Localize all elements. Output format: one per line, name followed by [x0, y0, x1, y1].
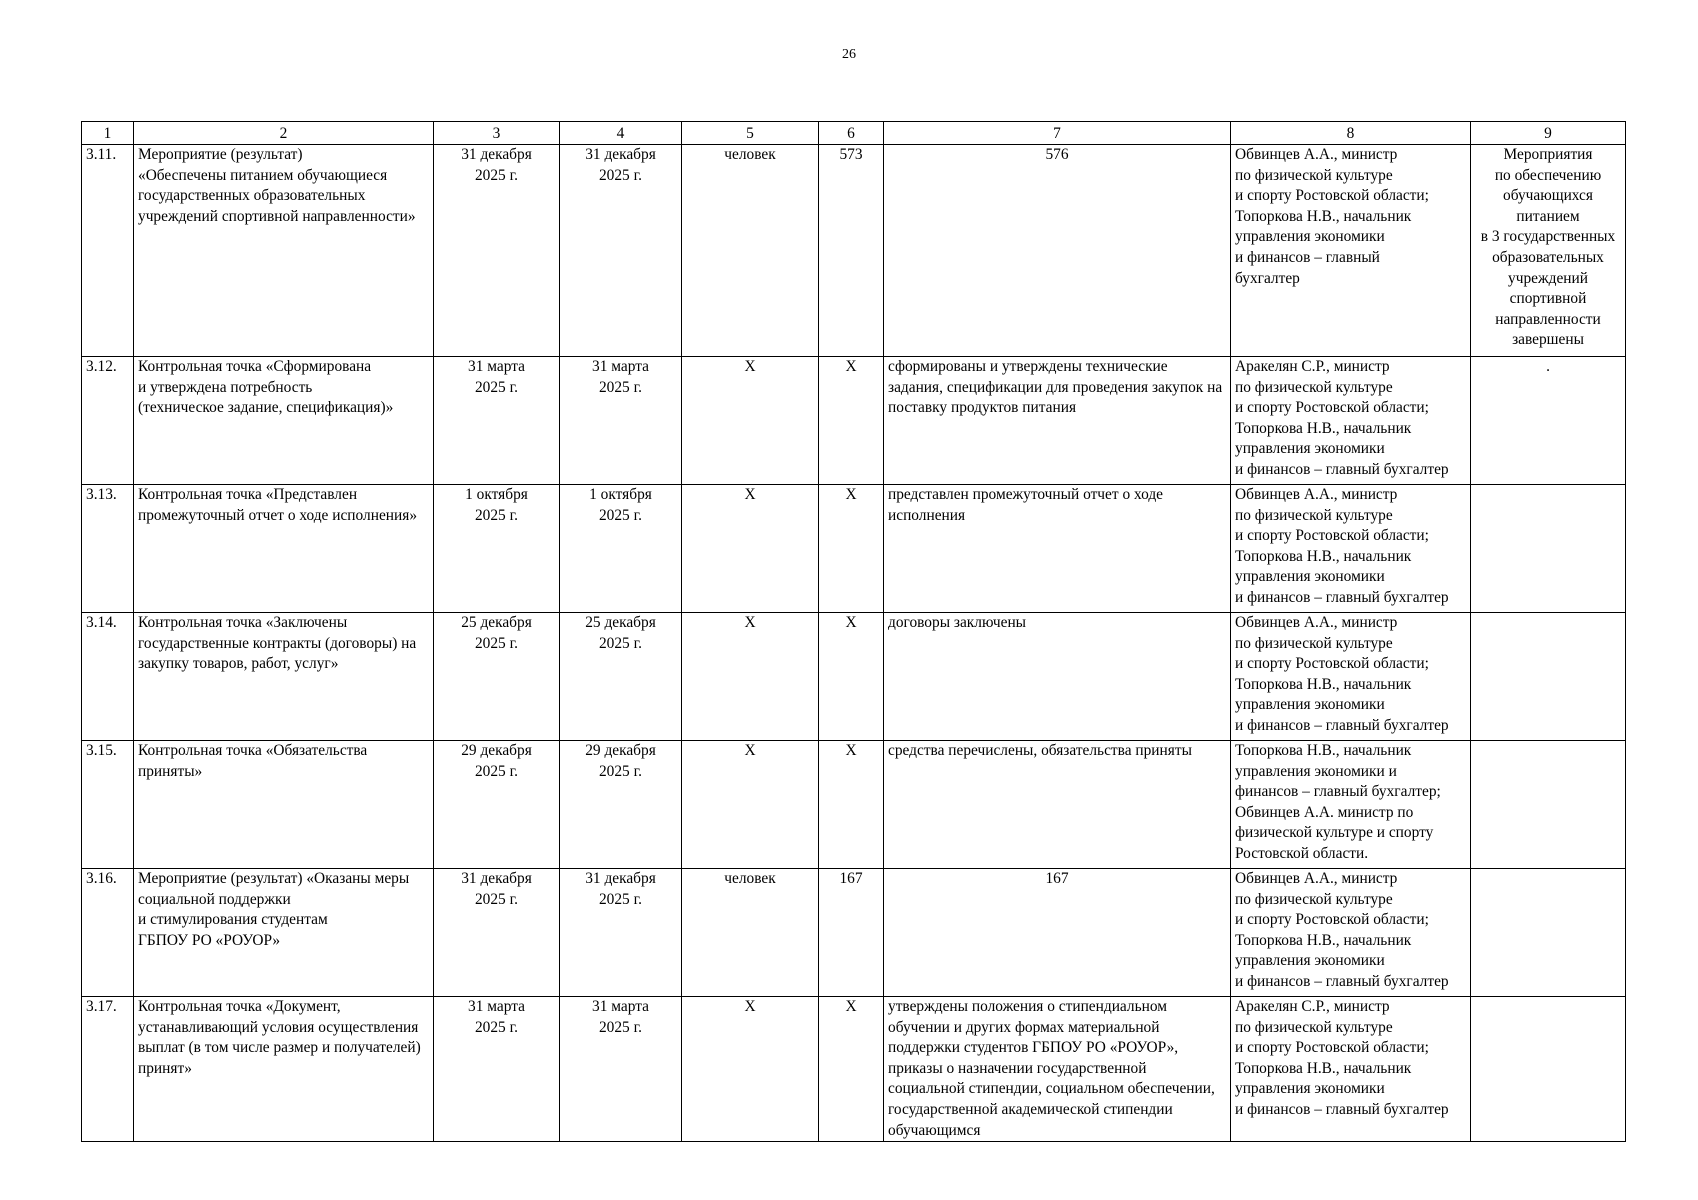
fact-value: договоры заключены — [884, 613, 1231, 741]
fact-value: 576 — [884, 145, 1231, 357]
date-fact: 31 декабря 2025 г. — [560, 869, 682, 997]
date-fact: 1 октября 2025 г. — [560, 485, 682, 613]
responsible: Обвинцев А.А., министр по физической культуре и спорту Ростовской области; Топоркова Н.В., начальник управления экономики и финансов – главный бухгалтер — [1231, 485, 1471, 613]
responsible: Обвинцев А.А., министр по физической культуре и спорту Ростовской области; Топоркова Н.В., начальник управления экономики и финансов – главный бухгалтер — [1231, 145, 1471, 357]
item-name: Контрольная точка «Заключены государственные контракты (договоры) на закупку товаров, работ, услуг» — [134, 613, 434, 741]
date-fact: 31 декабря 2025 г. — [560, 145, 682, 357]
column-number: 5 — [682, 122, 819, 145]
table-row — [82, 485, 1626, 613]
date-fact: 29 декабря 2025 г. — [560, 741, 682, 869]
row-number: 3.14. — [82, 613, 134, 741]
row-number: 3.16. — [82, 869, 134, 997]
unit: человек — [682, 145, 819, 357]
date-plan: 31 марта 2025 г. — [434, 997, 560, 1142]
table-row — [82, 741, 1626, 869]
row-number: 3.17. — [82, 997, 134, 1142]
fact-value: средства перечислены, обязательства приняты — [884, 741, 1231, 869]
report-table — [81, 121, 1626, 1142]
unit: человек — [682, 869, 819, 997]
plan-value: Х — [819, 357, 884, 485]
table-row — [82, 145, 1626, 357]
plan-value: Х — [819, 613, 884, 741]
fact-value: представлен промежуточный отчет о ходе исполнения — [884, 485, 1231, 613]
fact-value: 167 — [884, 869, 1231, 997]
item-name: Контрольная точка «Документ, устанавливающий условия осуществления выплат (в том числе размер и получателей) принят» — [134, 997, 434, 1142]
unit: Х — [682, 741, 819, 869]
plan-value: 573 — [819, 145, 884, 357]
column-number: 7 — [884, 122, 1231, 145]
unit: Х — [682, 485, 819, 613]
date-plan: 31 декабря 2025 г. — [434, 145, 560, 357]
date-plan: 31 декабря 2025 г. — [434, 869, 560, 997]
page-number: 26 — [842, 47, 856, 62]
note — [1471, 485, 1626, 613]
row-number: 3.15. — [82, 741, 134, 869]
plan-value: Х — [819, 741, 884, 869]
date-fact: 31 марта 2025 г. — [560, 357, 682, 485]
column-number: 1 — [82, 122, 134, 145]
date-plan: 31 марта 2025 г. — [434, 357, 560, 485]
date-plan: 29 декабря 2025 г. — [434, 741, 560, 869]
plan-value: Х — [819, 485, 884, 613]
responsible: Обвинцев А.А., министр по физической культуре и спорту Ростовской области; Топоркова Н.В., начальник управления экономики и финансов – главный бухгалтер — [1231, 613, 1471, 741]
column-number: 9 — [1471, 122, 1626, 145]
table-row — [82, 357, 1626, 485]
date-fact: 25 декабря 2025 г. — [560, 613, 682, 741]
item-name: Мероприятие (результат) «Оказаны меры социальной поддержки и стимулирования студентам ГБПОУ РО «РОУОР» — [134, 869, 434, 997]
row-number: 3.12. — [82, 357, 134, 485]
table-row — [82, 869, 1626, 997]
plan-value: Х — [819, 997, 884, 1142]
note — [1471, 741, 1626, 869]
column-number: 3 — [434, 122, 560, 145]
note: Мероприятия по обеспечению обучающихся питанием в 3 государственных образовательных учреждений спортивной направленности завершены — [1471, 145, 1626, 357]
responsible: Аракелян С.Р., министр по физической культуре и спорту Ростовской области; Топоркова Н.В., начальник управления экономики и финансов – главный бухгалтер — [1231, 997, 1471, 1142]
plan-value: 167 — [819, 869, 884, 997]
fact-value: сформированы и утверждены технические задания, спецификации для проведения закупок на поставку продуктов питания — [884, 357, 1231, 485]
item-name: Контрольная точка «Представлен промежуточный отчет о ходе исполнения» — [134, 485, 434, 613]
unit: Х — [682, 997, 819, 1142]
note — [1471, 869, 1626, 997]
column-number: 6 — [819, 122, 884, 145]
column-number: 4 — [560, 122, 682, 145]
unit: Х — [682, 357, 819, 485]
date-plan: 25 декабря 2025 г. — [434, 613, 560, 741]
responsible: Аракелян С.Р., министр по физической культуре и спорту Ростовской области; Топоркова Н.В., начальник управления экономики и финансов – главный бухгалтер — [1231, 357, 1471, 485]
table-row — [82, 997, 1626, 1142]
row-number: 3.11. — [82, 145, 134, 357]
item-name: Контрольная точка «Сформирована и утверждена потребность (техническое задание, спецификация)» — [134, 357, 434, 485]
date-fact: 31 марта 2025 г. — [560, 997, 682, 1142]
responsible: Обвинцев А.А., министр по физической культуре и спорту Ростовской области; Топоркова Н.В., начальник управления экономики и финансов – главный бухгалтер — [1231, 869, 1471, 997]
table-row — [82, 613, 1626, 741]
note — [1471, 997, 1626, 1142]
column-number-header — [82, 122, 1626, 145]
note: . — [1471, 357, 1626, 485]
date-plan: 1 октября 2025 г. — [434, 485, 560, 613]
responsible: Топоркова Н.В., начальник управления экономики и финансов – главный бухгалтер; Обвинцев А.А. министр по физической культуре и спорту Ростовской области. — [1231, 741, 1471, 869]
item-name: Контрольная точка «Обязательства приняты» — [134, 741, 434, 869]
fact-value: утверждены положения о стипендиальном обучении и других формах материальной поддержки студентов ГБПОУ РО «РОУОР», приказы о назначении государственной социальной стипендии, социальном обеспечении, государственной академической стипендии обучающимся — [884, 997, 1231, 1142]
item-name: Мероприятие (результат) «Обеспечены питанием обучающиеся государственных образовательных учреждений спортивной направленности» — [134, 145, 434, 357]
unit: Х — [682, 613, 819, 741]
column-number: 2 — [134, 122, 434, 145]
column-number: 8 — [1231, 122, 1471, 145]
note — [1471, 613, 1626, 741]
row-number: 3.13. — [82, 485, 134, 613]
